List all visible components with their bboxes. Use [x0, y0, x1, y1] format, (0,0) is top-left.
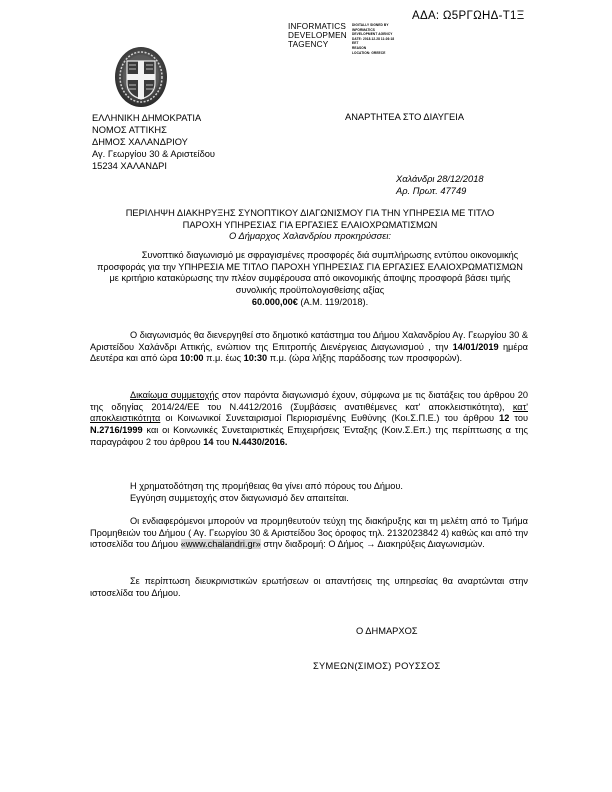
- schedule-text: ημέρα Δευτέρα και από ώρα: [90, 341, 528, 364]
- exclusivity-emphasis: κατ' αποκλειστικότητα: [90, 401, 528, 424]
- document-date: Χαλάνδρι 28/12/2018: [396, 174, 484, 184]
- issuer-address-block: [92, 112, 215, 172]
- signature-meta-line: INFORMATICS: [352, 27, 375, 32]
- eligibility-heading: Δικαίωμα συμμετοχής: [130, 390, 219, 400]
- website-link[interactable]: «www.chalandri.gr»: [180, 539, 261, 550]
- signature-meta-line: DIGITALLY SIGNED BY: [352, 23, 389, 27]
- funding-text: Η χρηματοδότηση της προμήθειας θα γίνει από πόρους του Δήμου.: [130, 481, 403, 491]
- publication-note: ΑΝΑΡΤΗΤΕΑ ΣΤΟ ΔΙΑΥΓΕΙΑ: [345, 112, 465, 122]
- title-line-1: ΠΕΡΙΛΗΨΗ ΔΙΑΚΗΡΥΞΗΣ ΣΥΝΟΠΤΙΚΟΥ ΔΙΑΓΩΝΙΣΜΟΥ ΓΙΑ ΤΗΝ ΥΠΗΡΕΣΙΑ ΜΕ ΤΙΤΛΟ: [125, 208, 495, 218]
- article-number: 14: [203, 436, 214, 447]
- document-title: [80, 208, 540, 243]
- paragraph-tender-schedule: [90, 330, 528, 365]
- tender-reference: (Α.Μ. 119/2018).: [297, 296, 369, 307]
- paragraph-eligibility: [90, 390, 528, 449]
- issuer-line-municipality: ΔΗΜΟΣ ΧΑΛΑΝΔΡΙΟΥ: [92, 137, 188, 147]
- article-number: 12: [499, 413, 510, 424]
- ada-code: ΑΔΑ: Ω5ΡΓΩΗΔ-Τ1Ξ: [412, 10, 525, 22]
- tender-date: 14/01/2019: [452, 341, 499, 352]
- signature-meta-line: REASON: [352, 45, 367, 50]
- date-protocol-block: [396, 173, 484, 197]
- signatory-role: Ο ΔΗΜΑΡΧΟΣ: [356, 626, 418, 636]
- schedule-text: π.μ. (ώρα λήξης παράδοσης των προσφορών).: [267, 353, 463, 364]
- tender-time-to: 10:30: [243, 353, 268, 364]
- eligibility-text: και οι Κοινωνικές Συνεταιριστικές Επιχειρήσεις Ένταξης (Κοιν.Σ.Επ.) της περίπτωσης α της παραγράφου 2 του άρθρου: [90, 425, 528, 447]
- tender-description-text: Συνοπτικό διαγωνισμό με σφραγισμένες προσφορές διά συμπλήρωσης εντύπου οικονομικής προσφοράς για την ΥΠΗΡΕΣΙΑ ΜΕ ΤΙΤΛΟ ΠΑΡΟΧΗ ΥΠΗΡΕΣΙΑΣ ΓΙΑ ΕΡΓΑΣΙΕΣ ΕΛΑΙΟΧΡΩΜΑΤΙΣΜΩΝ με κριτήριο κατακύρωσης την πλέον συμφέρουσα από οικονομικής άποψης προσφορά βάσει τιμής συνολικής προϋπολογισθείσης αξίας: [97, 250, 523, 296]
- signature-organization: [288, 22, 348, 55]
- signature-metadata: [352, 22, 394, 55]
- issuer-line-street: Αγ. Γεωργίου 30 & Αριστείδου: [92, 149, 216, 159]
- law-reference: Ν.2716/1999: [90, 425, 143, 436]
- paragraph-tender-description: [96, 250, 524, 309]
- title-line-2: ΠΑΡΟΧΗ ΥΠΗΡΕΣΙΑΣ ΓΙΑ ΕΡΓΑΣΙΕΣ ΕΛΑΙΟΧΡΩΜΑΤΙΣΜΩΝ: [182, 219, 438, 230]
- paragraph-documents: [90, 516, 528, 551]
- signatory-name: ΣΥΜΕΩΝ(ΣΙΜΟΣ) ΡΟΥΣΣΟΣ: [313, 661, 441, 671]
- signature-meta-line: LOCATION: GREECE: [352, 50, 386, 55]
- schedule-text: Ο διαγωνισμός θα διενεργηθεί στο δημοτικό κατάστημα του Δήμου Χαλανδρίου Αγ. Γεωργίου 30 & Αριστείδου Χαλάνδρι Αττικής, ενώπιον της Επιτροπής Διενέργειας Διαγωνισμού , την: [90, 330, 528, 352]
- documents-text: στην διαδρομή: Ο Δήμος → Διακηρύξεις Διαγωνισμών.: [260, 539, 485, 550]
- eligibility-text: του: [509, 413, 529, 424]
- signature-meta-line: EET: [352, 41, 359, 46]
- eligibility-text: οι Κοινωνικοί Συνεταιρισμοί Περιορισμένης Ευθύνης (Κοι.Σ.Π.Ε.) του άρθρου: [160, 413, 500, 424]
- eligibility-text: του: [213, 436, 233, 447]
- paragraph-clarifications: [90, 576, 528, 599]
- signature-meta-line: DATE: 2018.12.28 11:26:18: [352, 36, 395, 41]
- protocol-number: Αρ. Πρωτ. 47749: [396, 186, 467, 196]
- signature-org-line: INFORMATICS: [288, 22, 346, 31]
- title-proclamation: Ο Δήμαρχος Χαλανδρίου προκηρύσσει:: [228, 231, 391, 241]
- issuer-line-prefecture: ΝΟΜΟΣ ΑΤΤΙΚΗΣ: [92, 125, 167, 135]
- budget-amount: 60.000,00€: [251, 296, 298, 307]
- issuer-line-postcode: 15234 ΧΑΛΑΝΔΡΙ: [92, 161, 167, 171]
- signature-meta-line: DEVELOPMENT AGENCY: [352, 32, 393, 37]
- issuer-line-country: ΕΛΛΗΝΙΚΗ ΔΗΜΟΚΡΑΤΙΑ: [92, 113, 202, 123]
- clarifications-text: Σε περίπτωση διευκρινιστικών ερωτήσεων οι απαντήσεις της υπηρεσίας θα αναρτώνται στην ιστοσελίδα του Δήμου.: [90, 576, 528, 598]
- digital-signature-stamp: [288, 22, 394, 55]
- law-reference: Ν.4430/2016.: [232, 436, 288, 447]
- paragraph-funding: [130, 480, 403, 504]
- tender-time-from: 10:00: [180, 353, 204, 364]
- signature-org-line: DEVELOPMEN: [288, 31, 347, 41]
- signature-org-line: TAGENCY: [288, 40, 329, 50]
- schedule-text: π.μ. έως: [203, 353, 244, 364]
- documents-text: Οι ενδιαφερόμενοι μπορούν να προμηθευτούν τεύχη της διακήρυξης και τη μελέτη από το Τμήμα Προμηθειών του Δήμου ( Αγ. Γεωργίου 30 & Αριστείδου 3ος όροφος τηλ. 2132023842 4) καθώς και από την ιστοσελίδα του Δήμου: [90, 516, 528, 550]
- guarantee-text: Εγγύηση συμμετοχής στον διαγωνισμό δεν απαιτείται.: [130, 493, 349, 503]
- eligibility-text: στον παρόντα διαγωνισμό έχουν, σύμφωνα με τις διατάξεις του άρθρου 20 της οδηγίας 2014/24/ΕΕ του Ν.4412/2016 (Συμβάσεις ανατιθέμενες κατ' αποκλειστικότητα),: [90, 390, 528, 412]
- greek-state-emblem-icon: [114, 43, 168, 111]
